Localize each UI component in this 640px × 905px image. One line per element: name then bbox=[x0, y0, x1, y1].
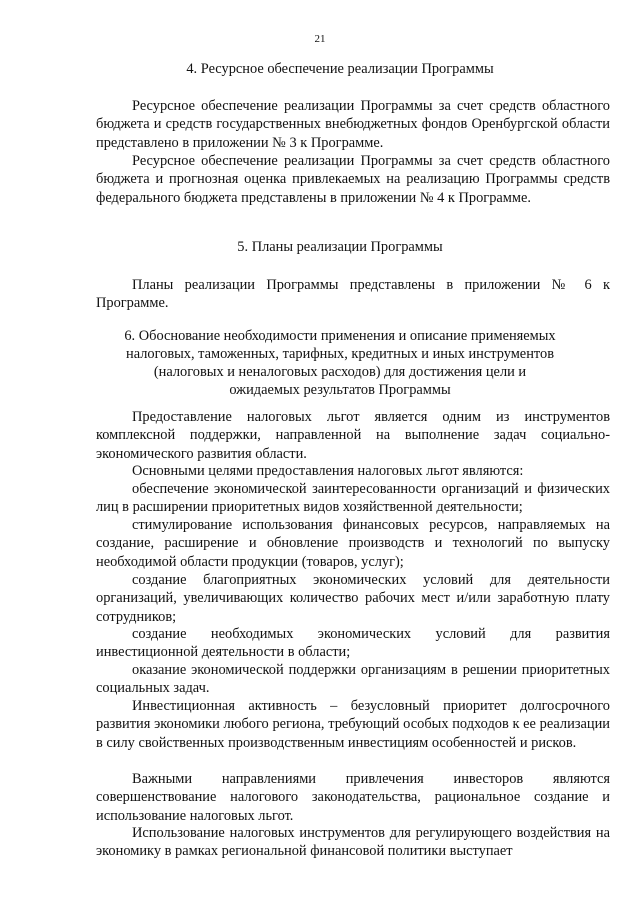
section-4-paragraph-1: Ресурсное обеспечение реализации Программы за счет средств областного бюджета и средств государственных внебюджетных фондов Оренбургской области представлено в приложении № 3 к Программе. bbox=[96, 98, 610, 151]
section-6-paragraph-2: Основными целями предоставления налоговых льгот являются: bbox=[132, 463, 524, 479]
section-6-paragraph-10: Использование налоговых инструментов для регулирующего воздействия на экономику в рамках региональной финансовой политики выступает bbox=[96, 825, 610, 860]
section-6-paragraph-1: Предоставление налоговых льгот является одним из инструментов комплексной поддержки, направленной на выполнение задач социально-экономического развития области. bbox=[96, 409, 610, 462]
section-6-title-line-2: налоговых, таможенных, тарифных, кредитных и иных инструментов bbox=[126, 346, 554, 362]
section-6-paragraph-6: создание необходимых экономических условий для развития инвестиционной деятельности в области; bbox=[96, 626, 610, 661]
section-6-paragraph-8: Инвестиционная активность – безусловный приоритет долгосрочного развития экономики любого региона, требующий особых подходов к ее реализации в силу свойственных производственным инвестициям особенностей и рисков. bbox=[96, 698, 610, 751]
section-6-paragraph-3: обеспечение экономической заинтересованности организаций и физических лиц в расширении приоритетных видов хозяйственной деятельности; bbox=[96, 481, 610, 516]
page-number: 21 bbox=[314, 33, 326, 45]
section-5-paragraph-1: Планы реализации Программы представлены в приложении № 6 к Программе. bbox=[96, 277, 610, 312]
section-6-paragraph-4: стимулирование использования финансовых ресурсов, направляемых на создание, расширение и обновление производств и технологий по выпуску необходимой области продукции (товаров, услуг); bbox=[96, 517, 610, 570]
section-6-paragraph-7: оказание экономической поддержки организациям в решении приоритетных социальных задач. bbox=[96, 662, 610, 697]
section-4-title: 4. Ресурсное обеспечение реализации Программы bbox=[186, 61, 494, 77]
section-4-paragraph-2: Ресурсное обеспечение реализации Программы за счет средств областного бюджета и прогнозная оценка привлекаемых на реализацию Программы средств федерального бюджета представлены в приложении № 4 к Программе. bbox=[96, 153, 610, 206]
section-6-title-line-3: (налоговых и неналоговых расходов) для достижения цели и bbox=[153, 364, 527, 380]
section-5-title: 5. Планы реализации Программы bbox=[237, 239, 443, 255]
section-6-title-line-4: ожидаемых результатов Программы bbox=[229, 382, 451, 398]
section-6-paragraph-5: создание благоприятных экономических условий для деятельности организаций, увеличивающих количество рабочих мест и/или заработную плату сотрудников; bbox=[96, 572, 610, 625]
section-6-title-line-1: 6. Обоснование необходимости применения и описание применяемых bbox=[124, 328, 556, 344]
section-6-paragraph-9: Важными направлениями привлечения инвесторов являются совершенствование налогового законодательства, рациональное создание и использование налоговых льгот. bbox=[96, 771, 610, 824]
